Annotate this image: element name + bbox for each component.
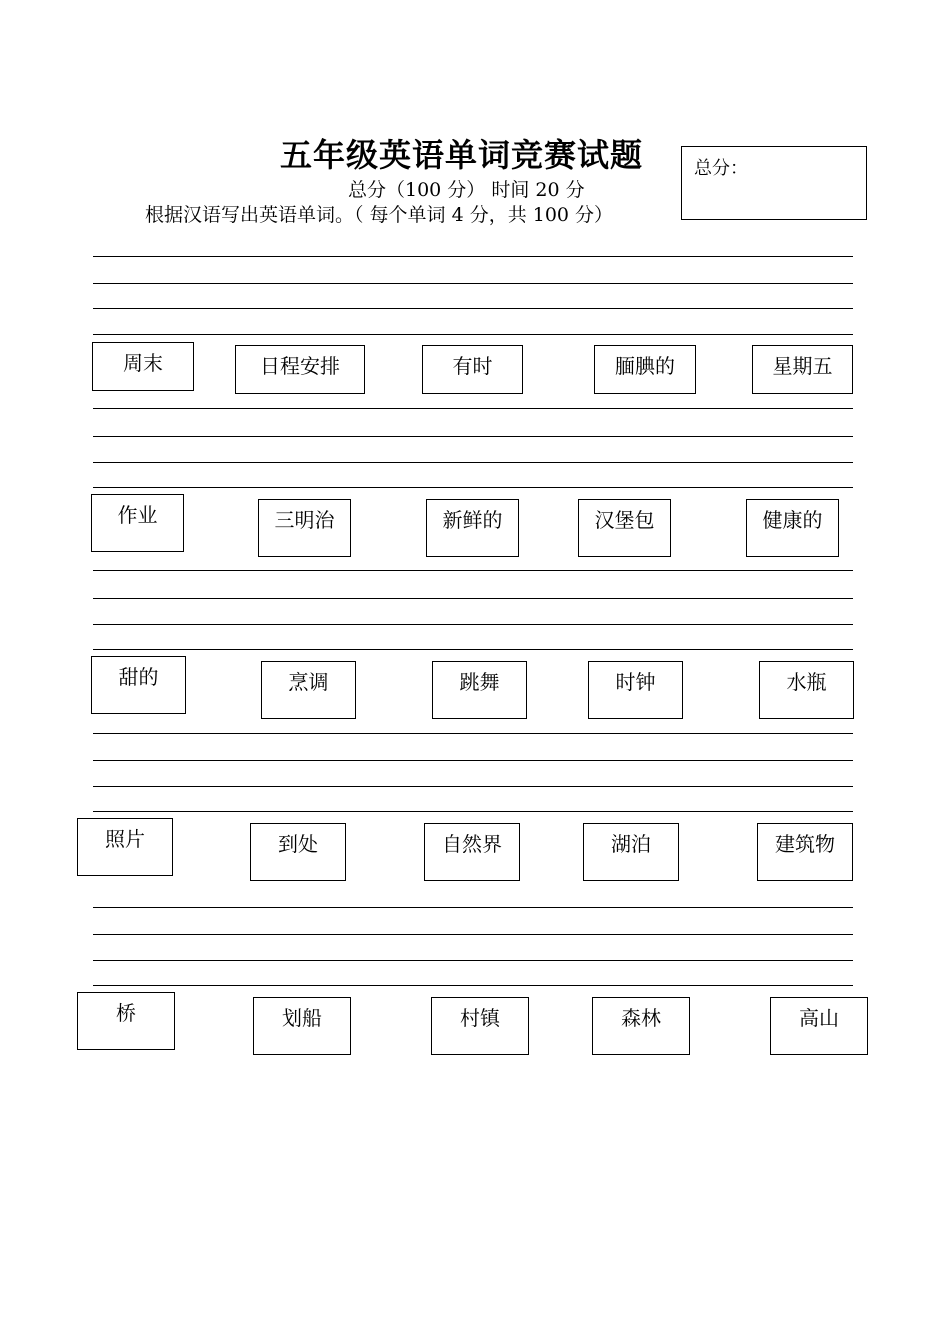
total-score-label: 总分： <box>694 158 748 179</box>
word-box: 照片 <box>77 818 173 876</box>
word-box: 时钟 <box>588 661 683 719</box>
word-box: 高山 <box>770 997 868 1055</box>
answer-line[interactable] <box>93 462 853 463</box>
answer-line[interactable] <box>93 256 853 257</box>
answer-line[interactable] <box>93 960 853 961</box>
word-box: 日程安排 <box>235 345 365 394</box>
word-box: 自然界 <box>424 823 520 881</box>
word-box: 新鲜的 <box>426 499 519 557</box>
answer-line[interactable] <box>93 408 853 409</box>
answer-line[interactable] <box>93 934 853 935</box>
answer-line[interactable] <box>93 487 853 488</box>
word-box: 到处 <box>250 823 346 881</box>
word-box: 腼腆的 <box>594 345 696 394</box>
answer-line[interactable] <box>93 436 853 437</box>
answer-line[interactable] <box>93 760 853 761</box>
word-box: 划船 <box>253 997 351 1055</box>
answer-line[interactable] <box>93 649 853 650</box>
answer-line[interactable] <box>93 733 853 734</box>
word-box: 健康的 <box>746 499 839 557</box>
total-score-box[interactable] <box>681 146 867 220</box>
word-box: 村镇 <box>431 997 529 1055</box>
word-box: 森林 <box>592 997 690 1055</box>
word-box: 三明治 <box>258 499 351 557</box>
answer-line[interactable] <box>93 570 853 571</box>
word-box: 桥 <box>77 992 175 1050</box>
answer-line[interactable] <box>93 786 853 787</box>
answer-line[interactable] <box>93 907 853 908</box>
answer-line[interactable] <box>93 598 853 599</box>
word-box: 作业 <box>91 494 184 552</box>
answer-line[interactable] <box>93 624 853 625</box>
word-box: 周末 <box>92 342 194 391</box>
exam-title: 五年级英语单词竞赛试题 <box>280 136 644 174</box>
exam-subtitle: 总分（100 分） 时间 20 分 <box>348 179 585 201</box>
word-box: 甜的 <box>91 656 186 714</box>
exam-instruction: 根据汉语写出英语单词。（ 每个单词 4 分，共 100 分） <box>145 204 614 226</box>
word-box: 星期五 <box>752 345 853 394</box>
word-box: 湖泊 <box>583 823 679 881</box>
word-box: 水瓶 <box>759 661 854 719</box>
answer-line[interactable] <box>93 985 853 986</box>
word-box: 烹调 <box>261 661 356 719</box>
answer-line[interactable] <box>93 308 853 309</box>
word-box: 建筑物 <box>757 823 853 881</box>
word-box: 有时 <box>422 345 523 394</box>
word-box: 跳舞 <box>432 661 527 719</box>
answer-line[interactable] <box>93 283 853 284</box>
answer-line[interactable] <box>93 334 853 335</box>
word-box: 汉堡包 <box>578 499 671 557</box>
answer-line[interactable] <box>93 811 853 812</box>
